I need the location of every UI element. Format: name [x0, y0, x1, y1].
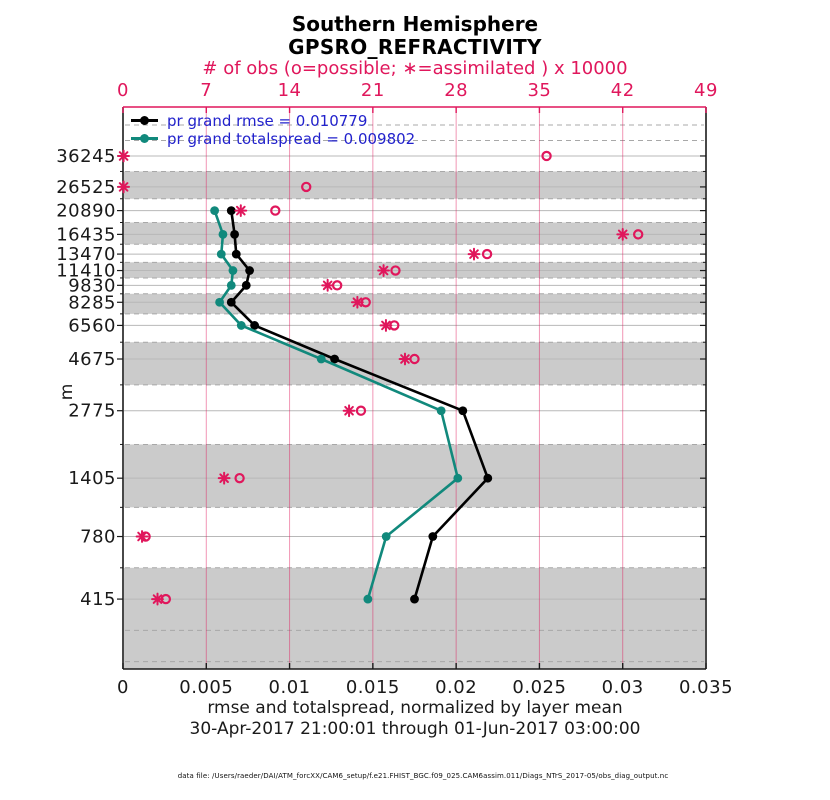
- data-file-path: data file: /Users/raeder/DAI/ATM_forcXX/CAM6_setup/f.e21.FHIST_BGC.f09_025.CAM6assim.011/Diags_NTrS_2017-05/obs_diag_output.nc: [177, 772, 669, 780]
- legend-item-totalspread: [131, 130, 415, 147]
- svg-text:0.025: 0.025: [512, 677, 567, 698]
- svg-text:4675: 4675: [68, 349, 116, 371]
- svg-text:0.035: 0.035: [678, 677, 734, 698]
- top-axis-label: # of obs (o=possible; ∗=assimilated ) x 10000: [202, 58, 628, 79]
- totalspread-line-swatch: [131, 130, 158, 147]
- rmse-line-swatch: [131, 112, 158, 129]
- svg-text:49: 49: [694, 80, 718, 101]
- svg-text:35: 35: [527, 80, 552, 101]
- chart-title-line2: GPSRO_REFRACTIVITY: [288, 35, 542, 59]
- svg-text:42: 42: [610, 80, 635, 101]
- svg-text:7: 7: [200, 80, 213, 101]
- svg-text:6560: 6560: [68, 315, 116, 337]
- legend-label-totalspread: pr grand totalspread = 0.009802: [167, 129, 416, 148]
- svg-text:16435: 16435: [56, 224, 116, 246]
- svg-text:8285: 8285: [68, 292, 116, 314]
- date-range-label: 30-Apr-2017 21:00:01 through 01-Jun-2017 03:00:00: [189, 719, 641, 739]
- legend: [131, 112, 415, 148]
- layer-bands: [124, 171, 705, 669]
- svg-text:21: 21: [360, 80, 385, 101]
- legend-label-rmse: pr grand rmse = 0.010779: [167, 111, 368, 130]
- svg-text:0.03: 0.03: [601, 677, 644, 698]
- svg-text:0.02: 0.02: [435, 677, 478, 698]
- svg-text:9830: 9830: [68, 275, 116, 297]
- svg-text:28: 28: [444, 80, 469, 101]
- svg-text:26525: 26525: [56, 176, 116, 198]
- svg-text:2775: 2775: [68, 400, 116, 422]
- x-axis-label: rmse and totalspread, normalized by layer mean: [207, 698, 623, 718]
- legend-item-rmse: [131, 112, 415, 129]
- svg-text:780: 780: [80, 526, 116, 548]
- y-axis-label: m: [57, 383, 77, 401]
- svg-text:14: 14: [277, 80, 302, 101]
- svg-text:13470: 13470: [56, 244, 116, 266]
- svg-text:0.005: 0.005: [179, 677, 234, 698]
- svg-text:415: 415: [80, 589, 116, 611]
- svg-text:0.015: 0.015: [345, 677, 400, 698]
- svg-text:0: 0: [117, 80, 129, 101]
- svg-text:11410: 11410: [56, 260, 116, 282]
- svg-text:0: 0: [117, 677, 129, 698]
- svg-text:20890: 20890: [56, 200, 116, 222]
- svg-text:1405: 1405: [68, 468, 116, 490]
- svg-text:36245: 36245: [56, 145, 116, 167]
- chart-title-line1: Southern Hemisphere: [291, 12, 539, 36]
- svg-text:0.01: 0.01: [268, 677, 311, 698]
